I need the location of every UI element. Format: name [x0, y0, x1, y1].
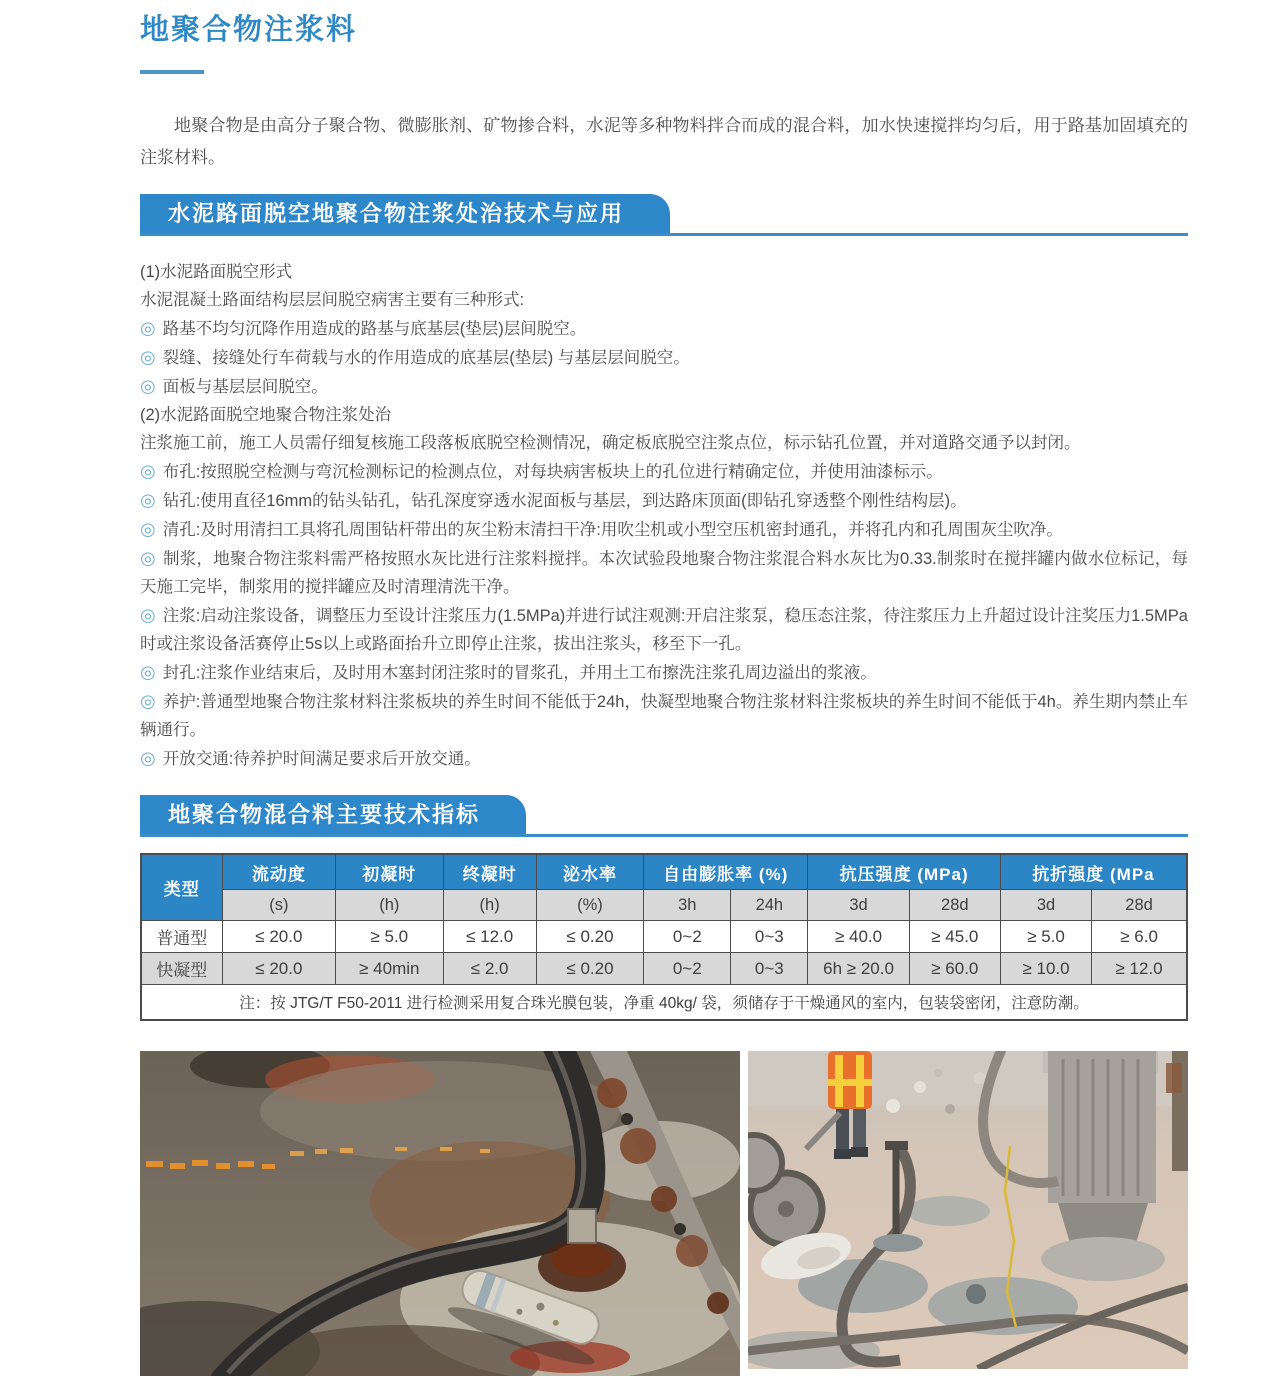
title-underline [140, 70, 204, 74]
list-item-text: 裂缝、接缝处行车荷载与水的作用造成的底基层(垫层) 与基层层间脱空。 [162, 349, 690, 367]
table-header-group: 自由膨胀率 (%) [644, 854, 808, 890]
bullet-circle-icon: ◎ [140, 605, 156, 625]
list-item-text: (1)水泥路面脱空形式 [140, 263, 293, 281]
photo-gallery [140, 1051, 1188, 1376]
list-item-text: 开放交通:待养护时间满足要求后开放交通。 [162, 750, 481, 768]
table-cell: 6h ≥ 20.0 [808, 953, 909, 985]
table-cell: ≥ 5.0 [336, 921, 443, 953]
table-row-label: 普通型 [141, 921, 222, 953]
table-header-cell: 流动度 [222, 854, 336, 890]
bullet-circle-icon: ◎ [140, 748, 156, 768]
table-unit-cell: (h) [443, 890, 536, 921]
table-cell: ≥ 12.0 [1092, 953, 1187, 985]
table-cell: ≤ 20.0 [222, 921, 336, 953]
bullet-circle-icon: ◎ [140, 548, 156, 568]
table-cell: ≥ 45.0 [909, 921, 1000, 953]
list-item-text: 面板与基层层间脱空。 [162, 378, 328, 396]
list-item-text: 清孔:及时用清扫工具将孔周围钻杆带出的灰尘粉末清扫干净:用吹尘机或小型空压机密封通孔，并将孔内和孔周围灰尘吹净。 [162, 521, 1063, 539]
section1-header [140, 194, 1188, 236]
table-unit-cell: (s) [222, 890, 336, 921]
table-cell: ≥ 5.0 [1000, 921, 1091, 953]
table-header-group: 抗折强度 (MPa [1000, 854, 1187, 890]
list-item [140, 286, 1188, 314]
table-sub-cell: 24h [731, 890, 808, 921]
list-item-text: 制浆，地聚合物注浆料需严格按照水灰比进行注浆料搅拌。本次试验段地聚合物注浆混合料水灰比为0.33.制浆时在搅拌罐内做水位标记，每天施工完毕，制浆用的搅拌罐应及时清理清洗干净。 [140, 550, 1188, 596]
table-sub-cell: 28d [909, 890, 1000, 921]
table-sub-cell: 28d [1092, 890, 1187, 921]
list-item-text: 钻孔:使用直径16mm的钻头钻孔，钻孔深度穿透水泥面板与基层，到达路床顶面(即钻孔穿透整个刚性结构层)。 [162, 492, 967, 510]
table-cell: ≥ 10.0 [1000, 953, 1091, 985]
list-item-text: 路基不均匀沉降作用造成的路基与底基层(垫层)层间脱空。 [162, 320, 587, 338]
list-item-text: 养护:普通型地聚合物注浆材料注浆板块的养生时间不能低于24h，快凝型地聚合物注浆材料注浆板块的养生时间不能低于4h。养生期内禁止车辆通行。 [140, 693, 1188, 739]
list-item [140, 429, 1188, 457]
section2-header [140, 795, 1188, 837]
table-cell: ≤ 0.20 [536, 921, 643, 953]
list-item [140, 744, 1188, 773]
list-item [140, 343, 1188, 372]
table-header-cell: 初凝时 [336, 854, 443, 890]
list-item-text: 注浆:启动注浆设备，调整压力至设计注浆压力(1.5MPa)并进行试注观测:开启注浆泵，稳压态注浆，待注浆压力上升超过设计注奖压力1.5MPa时或注浆设备活赛停止5s以上或路面抬升立即停止注浆，拔出注浆头，移至下一孔。 [140, 607, 1188, 653]
table-cell: ≥ 40min [336, 953, 443, 985]
table-header-cell: 泌水率 [536, 854, 643, 890]
table-sub-cell: 3d [808, 890, 909, 921]
bullet-circle-icon: ◎ [140, 347, 156, 367]
grouting-hole-closeup-photo [140, 1051, 740, 1376]
list-item-text: 封孔:注浆作业结束后，及时用木塞封闭注浆时的冒浆孔，并用土工布擦洗注浆孔周边溢出的浆液。 [162, 664, 877, 682]
technical-spec-table [140, 853, 1188, 1021]
page-title: 地聚合物注浆料 [140, 14, 358, 46]
bullet-circle-icon: ◎ [140, 662, 156, 682]
list-item [140, 515, 1188, 544]
table-cell: ≥ 40.0 [808, 921, 909, 953]
list-item [140, 687, 1188, 744]
bullet-circle-icon: ◎ [140, 318, 156, 338]
table-row-label: 快凝型 [141, 953, 222, 985]
list-item [140, 544, 1188, 601]
list-item-text: 注浆施工前，施工人员需仔细复核施工段落板底脱空检测情况，确定板底脱空注浆点位，标示钻孔位置，并对道路交通予以封闭。 [140, 434, 1081, 452]
table-cell: ≤ 0.20 [536, 953, 643, 985]
bullet-circle-icon: ◎ [140, 691, 156, 711]
list-item-text: 布孔:按照脱空检测与弯沉检测标记的检测点位，对每块病害板块上的孔位进行精确定位，并使用油漆标示。 [162, 463, 943, 481]
list-item-text: 水泥混凝土路面结构层层间脱空病害主要有三种形式: [140, 291, 525, 309]
table-cell: ≥ 6.0 [1092, 921, 1187, 953]
list-item [140, 486, 1188, 515]
list-item [140, 457, 1188, 486]
intro-paragraph: 地聚合物是由高分子聚合物、微膨胀剂、矿物掺合料，水泥等多种物料拌合而成的混合料，加水快速搅拌均匀后，用于路基加固填充的注浆材料。 [140, 116, 1188, 167]
table-header-group: 抗压强度 (MPa) [808, 854, 1001, 890]
list-item [140, 601, 1188, 658]
table-cell: ≤ 12.0 [443, 921, 536, 953]
table-sub-cell: 3d [1000, 890, 1091, 921]
table-corner-cell: 类型 [141, 854, 222, 921]
list-item [140, 372, 1188, 401]
list-item-text: (2)水泥路面脱空地聚合物注浆处治 [140, 406, 392, 424]
grouting-worksite-photo [748, 1051, 1188, 1369]
table-cell: 0~3 [731, 953, 808, 985]
bullet-circle-icon: ◎ [140, 461, 156, 481]
table-footnote: 注：按 JTG/T F50-2011 进行检测采用复合珠光膜包装，净重 40kg/ 袋，须储存于干燥通风的室内，包装袋密闭，注意防潮。 [141, 985, 1187, 1021]
bullet-circle-icon: ◎ [140, 490, 156, 510]
table-cell: ≤ 20.0 [222, 953, 336, 985]
table-header-cell: 终凝时 [443, 854, 536, 890]
table-sub-cell: 3h [644, 890, 731, 921]
list-item [140, 314, 1188, 343]
table-cell: 0~3 [731, 921, 808, 953]
bullet-circle-icon: ◎ [140, 519, 156, 539]
table-cell: ≤ 2.0 [443, 953, 536, 985]
list-item [140, 658, 1188, 687]
list-item [140, 258, 1188, 286]
table-cell: 0~2 [644, 953, 731, 985]
table-cell: 0~2 [644, 921, 731, 953]
table-cell: ≥ 60.0 [909, 953, 1000, 985]
table-unit-cell: (%) [536, 890, 643, 921]
table-unit-cell: (h) [336, 890, 443, 921]
bullet-circle-icon: ◎ [140, 376, 156, 396]
list-item [140, 401, 1188, 429]
section2-header-bar: 地聚合物混合料主要技术指标 [140, 795, 526, 834]
section1-header-bar: 水泥路面脱空地聚合物注浆处治技术与应用 [140, 194, 670, 233]
section1-list [140, 258, 1188, 773]
